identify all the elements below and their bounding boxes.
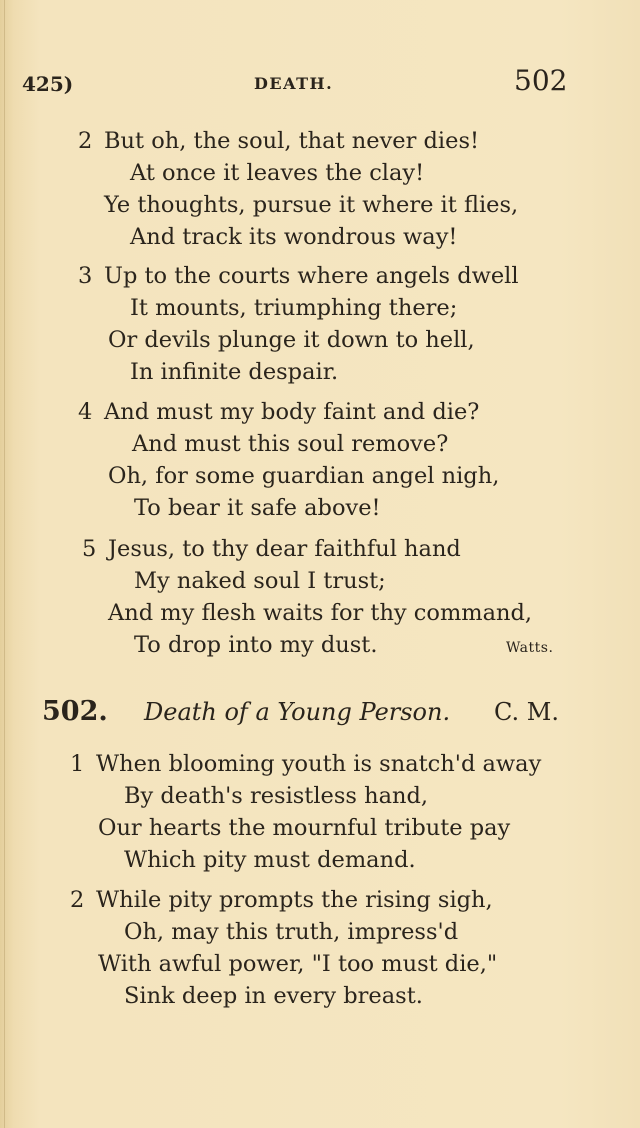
verse-line: Jesus, to thy dear faithful hand [108,536,461,562]
verse-line: Ye thoughts, pursue it where it flies, [104,192,519,218]
left-page-number: 425) [22,72,74,96]
page-header [0,62,640,102]
verse-line: To bear it safe above! [134,495,381,521]
verse-line: And must this soul remove? [132,431,449,457]
stanza-number: 4 [78,399,93,425]
verse-line: Oh, for some guardian angel nigh, [108,463,500,489]
verse-line: And my flesh waits for thy command, [108,600,533,626]
verse-line: At once it leaves the clay! [130,160,425,186]
running-title: DEATH. [254,74,334,93]
verse-line: Oh, may this truth, impress'd [124,919,459,945]
hymn-number: 502. [42,696,108,727]
verse-line: And track its wondrous way! [130,224,458,250]
verse-line: Which pity must demand. [124,847,416,873]
verse-line: And must my body faint and die? [104,399,480,425]
verse-line: When blooming youth is snatch'd away [96,751,542,777]
verse-line: To drop into my dust. [134,632,378,658]
verse-line: In infinite despair. [130,359,339,385]
right-hymn-number: 502 [514,64,568,97]
verse-line: While pity prompts the rising sigh, [96,887,493,913]
hymn-meter: C. M. [494,698,559,726]
verse-line: Up to the courts where angels dwell [104,263,519,289]
verse-line: With awful power, "I too must die," [98,951,498,977]
stanza-number: 2 [70,887,85,913]
verse-line: Our hearts the mournful tribute pay [98,815,511,841]
verse-line: It mounts, triumphing there; [130,295,458,321]
verse-line: Or devils plunge it down to hell, [108,327,475,353]
stanza-number: 5 [82,536,97,562]
hymn-heading [0,696,640,736]
verse-line: My naked soul I trust; [134,568,386,594]
verse-line: Sink deep in every breast. [124,983,423,1009]
page-edge-shadow [4,0,5,1128]
stanza-number: 1 [70,751,85,777]
verse-line: But oh, the soul, that never dies! [104,128,480,154]
verse-line: By death's resistless hand, [124,783,429,809]
stanza-number: 2 [78,128,93,154]
author-attribution: Watts. [506,640,554,656]
hymn-title: Death of a Young Person. [144,698,451,726]
stanza-number: 3 [78,263,93,289]
